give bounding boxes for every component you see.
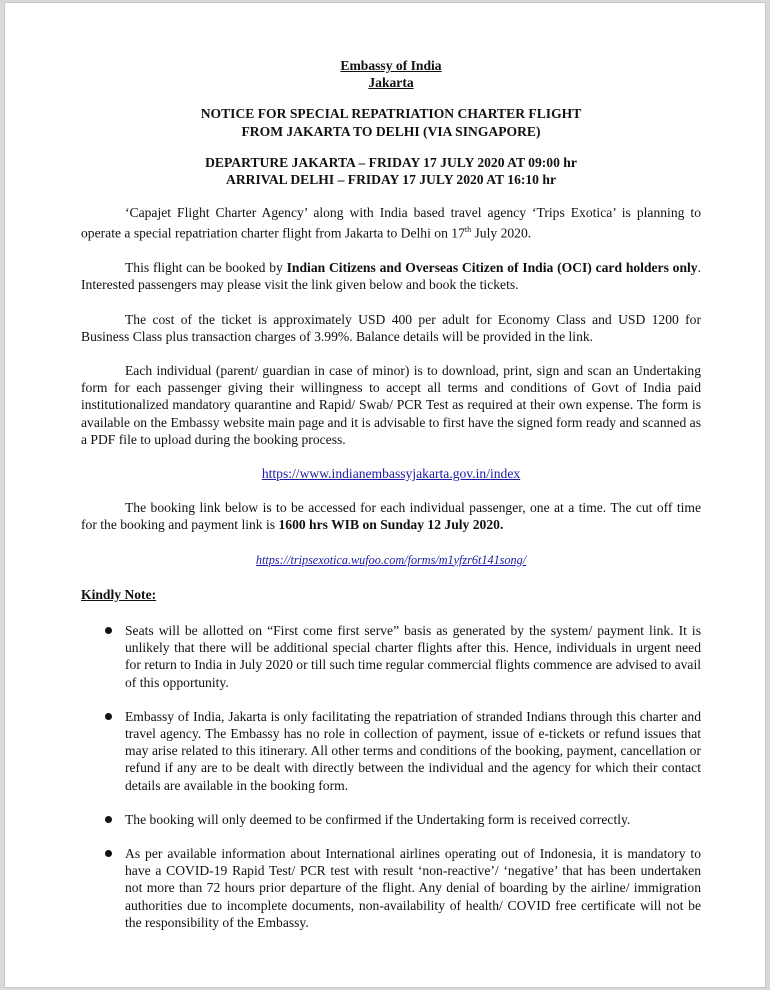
eligibility-text-post: . Interested passengers may please visit the link given below and book the tickets. [81,260,701,293]
bullet-icon [105,627,112,634]
flight-schedule [81,154,701,188]
bullet-icon [105,816,112,823]
bullet-icon [105,713,112,720]
ordinal-suffix: th [464,225,472,235]
document-body [81,57,701,948]
paragraph-eligibility [81,259,701,293]
note-text: The booking will only deemed to be confirmed if the Undertaking form is received correctly. [125,811,631,827]
notice-title-line-1: NOTICE FOR SPECIAL REPATRIATION CHARTER FLIGHT [200,106,582,122]
booking-link-row [81,551,701,569]
notice-title-line-2: FROM JAKARTA TO DELHI (VIA SINGAPORE) [241,123,541,139]
booking-cutoff: 1600 hrs WIB on Sunday 12 July 2020. [278,517,504,533]
list-item [81,811,701,828]
paragraph-intro [81,204,701,242]
kindly-note-heading: Kindly Note: [81,586,157,602]
embassy-link-row [81,465,701,482]
eligibility-text-pre: This flight can be booked by [125,260,287,276]
arrival-line: ARRIVAL DELHI – FRIDAY 17 JULY 2020 AT 16:10 hr [226,172,556,188]
booking-text-pre: The booking link below is to be accessed for each individual passenger, one at a time. The cut off time for the booking and payment link is [81,500,701,533]
paragraph-cost: The cost of the ticket is approximately USD 400 per adult for Economy Class and USD 1200 for Business Class plus transaction charges of 3.99%. Balance details will be provided in the link. [81,311,701,344]
paragraph-booking [81,499,701,533]
list-item [81,708,701,794]
embassy-website-link[interactable]: https://www.indianembassyjakarta.gov.in/index [261,465,521,481]
bullet-icon [105,850,112,857]
list-item [81,622,701,691]
paragraph-intro-text: ‘Capajet Flight Charter Agency’ along with India based travel agency ‘Trips Exotica’ is planning to operate a special repatriation charter flight from Jakarta to Delhi on 17 [81,205,701,241]
embassy-name: Embassy of India [340,58,442,73]
embassy-city: Jakarta [368,75,414,91]
note-text: As per available information about International airlines operating out of Indonesia, it is mandatory to have a COVID-19 Rapid Test/ PCR test with result ‘non-reactive’/ ‘negative’ that has been undertaken not more than 72 hours prior departure of the flight. Any denial of boarding by the airline/ immigration authorities due to incomplete documents, non-availability of health/ COVID free certificate will not be the responsibility of the Embassy. [125,846,701,930]
eligibility-highlight: Indian Citizens and Overseas Citizen of India (OCI) card holders only [286,260,698,276]
paragraph-intro-end: July 2020. [471,225,532,241]
notes-list [81,622,701,931]
note-text: Embassy of India, Jakarta is only facilitating the repatriation of stranded Indians through this charter and travel agency. The Embassy has no role in collection of payment, issue of e-tickets or refund issues that may arise related to this itinerary. All other terms and conditions of the booking, payment, cancellation or refund if any are to be dealt with directly between the individual and the agency for which their contact details are available in the booking form. [125,708,701,793]
letterhead [81,57,701,91]
list-item [81,845,701,931]
note-text: Seats will be allotted on “First come first serve” basis as generated by the system/ payment link. It is unlikely that there will be additional special charter flights after this. Hence, individuals in urgent need for return to India in July 2020 or till such time regular commercial flights commence are advised to avail of this opportunity. [125,623,701,690]
booking-form-link[interactable]: https://tripsexotica.wufoo.com/forms/m1yfzr6t141song/ [255,552,527,567]
paragraph-undertaking: Each individual (parent/ guardian in case of minor) is to download, print, sign and scan an Undertaking form for each passenger giving their willingness to accept all terms and conditions of Govt of India paid institutionalized mandatory quarantine and Rapid/ Swab/ PCR Test as required at their own expense. The form is available on the Embassy website main page and it is advisable to first have the signed form ready and scanned as a PDF file to upload during the booking process. [81,362,701,447]
notice-title [81,105,701,139]
document-page [4,2,766,988]
departure-line: DEPARTURE JAKARTA – FRIDAY 17 JULY 2020 AT 09:00 hr [205,154,577,170]
